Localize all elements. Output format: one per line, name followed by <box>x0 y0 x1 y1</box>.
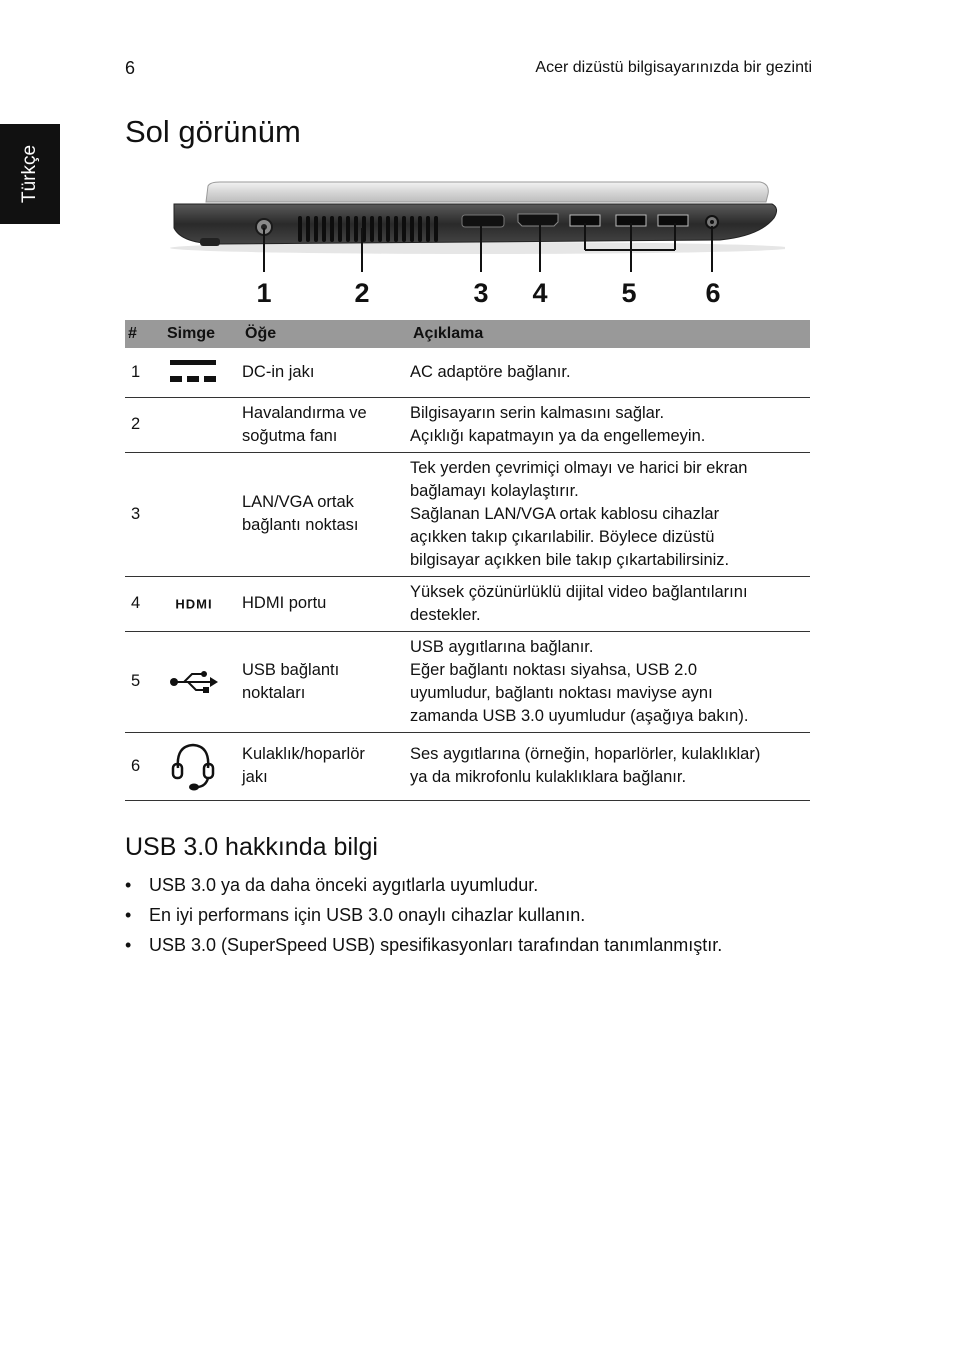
row-item-line: Havalandırma ve <box>242 403 367 422</box>
callout-3: 3 <box>473 278 489 308</box>
row-item-line: USB bağlantı <box>242 660 340 679</box>
row-num: 6 <box>125 732 164 800</box>
list-item <box>125 902 722 932</box>
row-description-line: destekler. <box>410 605 481 624</box>
row-description-line: Bilgisayarın serin kalmasını sağlar. <box>410 403 665 422</box>
row-description-line: AC adaptöre bağlanır. <box>410 362 571 381</box>
usb-info-title: USB 3.0 hakkında bilgi <box>125 833 378 861</box>
language-tab <box>0 124 60 224</box>
list-item-text: USB 3.0 (SuperSpeed USB) spesifikasyonları tarafından tanımlanmıştır. <box>149 935 723 955</box>
hdmi-icon <box>168 597 220 611</box>
bullet: • <box>125 905 132 925</box>
row-icon-cell <box>164 576 242 631</box>
bullet: • <box>125 875 132 895</box>
row-description-line: Açıklığı kapatmayın ya da engellemeyin. <box>410 426 706 445</box>
row-description <box>410 576 810 631</box>
header-item: Öğe <box>242 320 410 348</box>
header-num: # <box>125 320 164 348</box>
callout-4: 4 <box>532 278 548 308</box>
row-item-line: Kulaklık/hoparlör <box>242 745 365 763</box>
list-item <box>125 872 722 902</box>
list-item-text: USB 3.0 ya da daha önceki aygıtlarla uyumludur. <box>149 875 539 895</box>
row-item-line: jakı <box>242 768 268 786</box>
row-icon-cell <box>164 732 242 800</box>
table-row <box>125 576 810 631</box>
row-description <box>410 631 810 732</box>
row-description-line: açıkken takıp çıkarılabilir. Böylece dizüstü <box>410 527 715 546</box>
row-description-line: bilgisayar açıkken bile takıp çıkartabilirsiniz. <box>410 550 730 569</box>
row-item-line: soğutma fanı <box>242 426 338 445</box>
bullet: • <box>125 935 132 955</box>
row-num: 5 <box>125 631 164 732</box>
row-description-line: ya da mikrofonlu kulaklıklara bağlanır. <box>410 768 687 786</box>
row-description <box>410 732 810 800</box>
row-description-line: Sağlanan LAN/VGA ortak kablosu cihazlar <box>410 504 720 523</box>
row-description-line: uyumludur, bağlantı noktası maviyse aynı <box>410 683 713 702</box>
laptop-left-side-illustration <box>160 178 785 313</box>
table-row <box>125 397 810 452</box>
row-item-line: HDMI portu <box>242 594 327 612</box>
table-header-row <box>125 320 810 348</box>
row-item <box>242 732 410 800</box>
row-item <box>242 576 410 631</box>
table-row <box>125 732 810 800</box>
row-item <box>242 631 410 732</box>
row-item <box>242 348 410 397</box>
row-description-line: zamanda USB 3.0 uyumludur (aşağıya bakın). <box>410 706 749 725</box>
header-icon: Simge <box>164 320 242 348</box>
list-item <box>125 932 722 962</box>
row-item <box>242 452 410 576</box>
row-description-line: Eğer bağlantı noktası siyahsa, USB 2.0 <box>410 660 698 679</box>
section-title: Sol görünüm <box>125 114 301 149</box>
row-description <box>410 397 810 452</box>
row-description-line: USB aygıtlarına bağlanır. <box>410 637 594 656</box>
usb-info-list <box>125 872 722 962</box>
laptop-left-view-figure <box>160 178 785 313</box>
row-icon-cell <box>164 452 242 576</box>
row-description-line: Yüksek çözünürlüklü dijital video bağlantılarını <box>410 582 748 601</box>
headset-icon <box>168 740 218 792</box>
callout-1: 1 <box>256 278 272 308</box>
callout-5: 5 <box>621 278 637 308</box>
row-item-line: LAN/VGA ortak <box>242 493 354 511</box>
dc-in-icon <box>168 357 218 387</box>
header-description: Açıklama <box>410 320 810 348</box>
table-row <box>125 348 810 397</box>
list-item-text: En iyi performans için USB 3.0 onaylı cihazlar kullanın. <box>149 905 586 925</box>
callout-6: 6 <box>705 278 721 308</box>
row-description-line: Ses aygıtlarına (örneğin, hoparlörler, kulaklıklar) <box>410 745 761 763</box>
row-icon-cell <box>164 397 242 452</box>
row-num: 1 <box>125 348 164 397</box>
row-num: 4 <box>125 576 164 631</box>
row-description-line: Tek yerden çevrimiçi olmayı ve harici bir ekran <box>410 458 748 477</box>
row-num: 3 <box>125 452 164 576</box>
row-item-line: noktaları <box>242 683 306 702</box>
running-header: Acer dizüstü bilgisayarınızda bir gezinti <box>535 59 812 76</box>
row-description <box>410 452 810 576</box>
language-tab-label: Türkçe <box>19 144 40 204</box>
table-row <box>125 452 810 576</box>
row-icon-cell <box>164 631 242 732</box>
ports-table <box>125 320 810 801</box>
row-item-line: bağlantı noktası <box>242 516 359 534</box>
callout-2: 2 <box>354 278 370 308</box>
hdmi-icon-text: HDMI <box>175 596 213 611</box>
row-description <box>410 348 810 397</box>
table-row <box>125 631 810 732</box>
page-number: 6 <box>125 58 136 78</box>
row-icon-cell <box>164 348 242 397</box>
usb-icon <box>168 669 218 695</box>
row-description-line: bağlamayı kolaylaştırır. <box>410 481 579 500</box>
row-item <box>242 397 410 452</box>
row-num: 2 <box>125 397 164 452</box>
row-item-line: DC-in jakı <box>242 362 315 381</box>
